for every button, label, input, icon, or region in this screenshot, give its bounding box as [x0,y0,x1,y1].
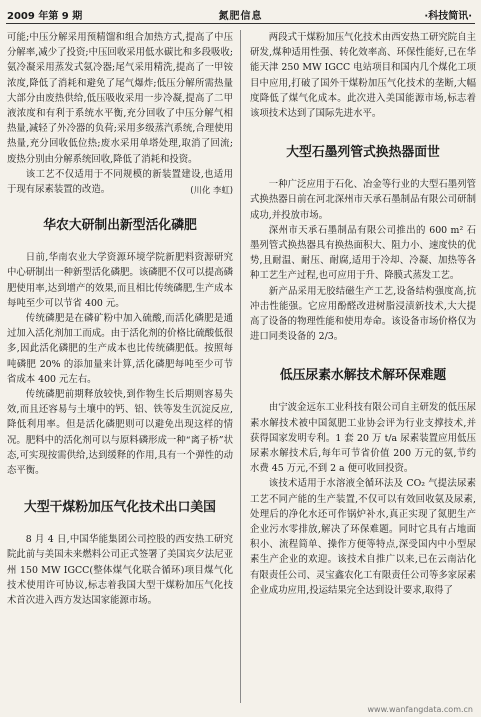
article-title-heat-exchanger: 大型石墨列管式换热器面世 [286,145,440,161]
page-header [0,0,481,22]
article-paragraph: 新产品采用无胶结磁生产工艺,设备结构强度高,抗冲击性能强。它应用酚醛改进树脂浸渍新技术,大大提高了设备的物理性能和使用寿命。该设备市场价格仅为进口同类设备的 2/3。 [250,285,476,343]
article-title-urea-hydrolysis: 低压尿素水解技术解环保难题 [279,368,447,384]
article-paragraph: 深州市天承石墨制品有限公司推出的 600 m² 石墨列管式换热器具有换热面积大、阻力小、速度快的优势,且耐温、耐压、耐腐,适用于冷却、冷凝、加热等各种工艺生产过程,也可应用于升、降膜式蒸发工艺。 [250,224,476,282]
article-paragraph: 8 月 4 日,中国华能集团公司控股的西安热工研究院此前与美国未来燃料公司正式签署了美国宾夕法尼亚州 150 MW IGCC(整体煤气化联合循环)项目煤气化技术使用许可协议,标志着我国大型干煤粉加压气化技术首次进入西方发达国家能源市场。 [7,534,233,607]
article-paragraph: 传统磷肥是在磷矿粉中加入硫酸,而活化磷肥是通过加入活化剂加工而成。由于活化剂的价格比硫酸低很多,因此活化磷肥的生产成本也比传统磷肥低。按照每吨磷肥 20% 的添加量来计算,活化磷肥每吨至少可节省成本 400 元左右。 [7,313,233,385]
article-paragraph: 该技术适用于水溶液全循环法及 CO₂ 气提法尿素工艺不同产能的生产装置,不仅可以有效回收氨及尿素,处理后的净化水还可作锅炉补水,真正实现了氮肥生产企业污水零排放,解决了环保难题。同时它具有占地面积小、流程简单、操作方便等特点,深受国内中小型尿素生产企业的欢迎。该技术自推广以来,已在云南沾化有限责任公司、灵宝鑫农化工有限责任公司等多家尿素企业成功应用,投运结果完全达到设计要求,取得了 [250,478,476,596]
article-paragraph: 日前,华南农业大学资源环境学院新肥料资源研究中心研制出一种新型活化磷肥。该磷肥不仅可以提高磷肥使用率,达到增产的效果,而且相比传统磷肥,生产成本每吨至少可以节省 400 元。 [7,252,233,309]
column-divider [240,30,241,703]
section-label: ·科技简讯· [424,11,472,22]
article-paragraph: 传统磷肥前期释放较快,到作物生长后期则容易失效,而且还容易与土壤中的钙、铝、铁等发生沉淀反应,降低利用率。但是活化磷肥则可以避免出现这样的情况。肥料中的活化剂可以与原料磷形成一种“离子桥”状态,可实现按需供给,达到缓释的作用,具有一个弹性的动态平衡。 [7,389,233,477]
journal-title: 氮肥信息 [218,11,263,22]
article-title-phosphate: 华农大研制出新型活化磷肥 [43,218,197,234]
summary-paragraph [7,167,233,197]
right-column [250,30,476,598]
header-rule [6,23,475,24]
watermark: www.wanfangdata.com.cn [367,705,473,714]
article-paragraph: 由宁波金远东工业科技有限公司自主研发的低压尿素水解技术被中国氮肥工业协会评为行业支撑技术,并获得国家发明专利。1 套 20 万 t/a 尿素装置应用低压尿素水解技术后,每年可节省价值 200 万元的氨,节约水费 45 万元,不到 2 a 便可收回投资。 [250,402,476,475]
intro-paragraph: 可能;中压分解采用预精馏和组合加热方式,提高了中压分解率,减少了投资;中压回收采用低水碳比和多段吸收;氨冷凝采用蒸发式氨冷器;尾气采用精洗,提高了一甲铵浓度,降低了消耗和避免了尾气爆炸;低压分解所需热量大部分由废热供给,低压吸收采用一步冷凝,提高了二甲液浓度和有利于系统水平衡,充分回收了中压分解气相热量,减轻了外冷器的负荷;采用多级蒸汽系统,合理使用热量,充分回收低位热;废水采用单塔处理,取消了回流;废热分别由分解系统回收,降低了消耗和投资。 [7,32,233,165]
issue-label: 2009 年第 9 期 [7,11,83,22]
article-title-gasification: 大型干煤粉加压气化技术出口美国 [24,500,216,516]
article-paragraph: 一种广泛应用于石化、冶金等行业的大型石墨列管式换热器日前在河北深州市天承石墨制品有限公司研制成功,并投放市场。 [250,179,476,221]
byline: (川化 李虹) [190,185,233,196]
left-column [7,30,233,608]
summary-text: 该工艺不仅适用于不同规模的新装置建设,也适用于现有尿素装置的改造。 [7,168,233,196]
article-continued-paragraph: 两段式干煤粉加压气化技术由西安热工研究院自主研发,煤种适用性强、转化效率高、环保性能好,已在华能天津 250 MW IGCC 电站项目和国内几个煤化工项目中应用,打破了国外干煤粉加压气化技术的垄断,大幅度降低了煤气化成本。此次进入美国能源市场,标志着该项技术达到了国际先进水平。 [250,32,476,120]
